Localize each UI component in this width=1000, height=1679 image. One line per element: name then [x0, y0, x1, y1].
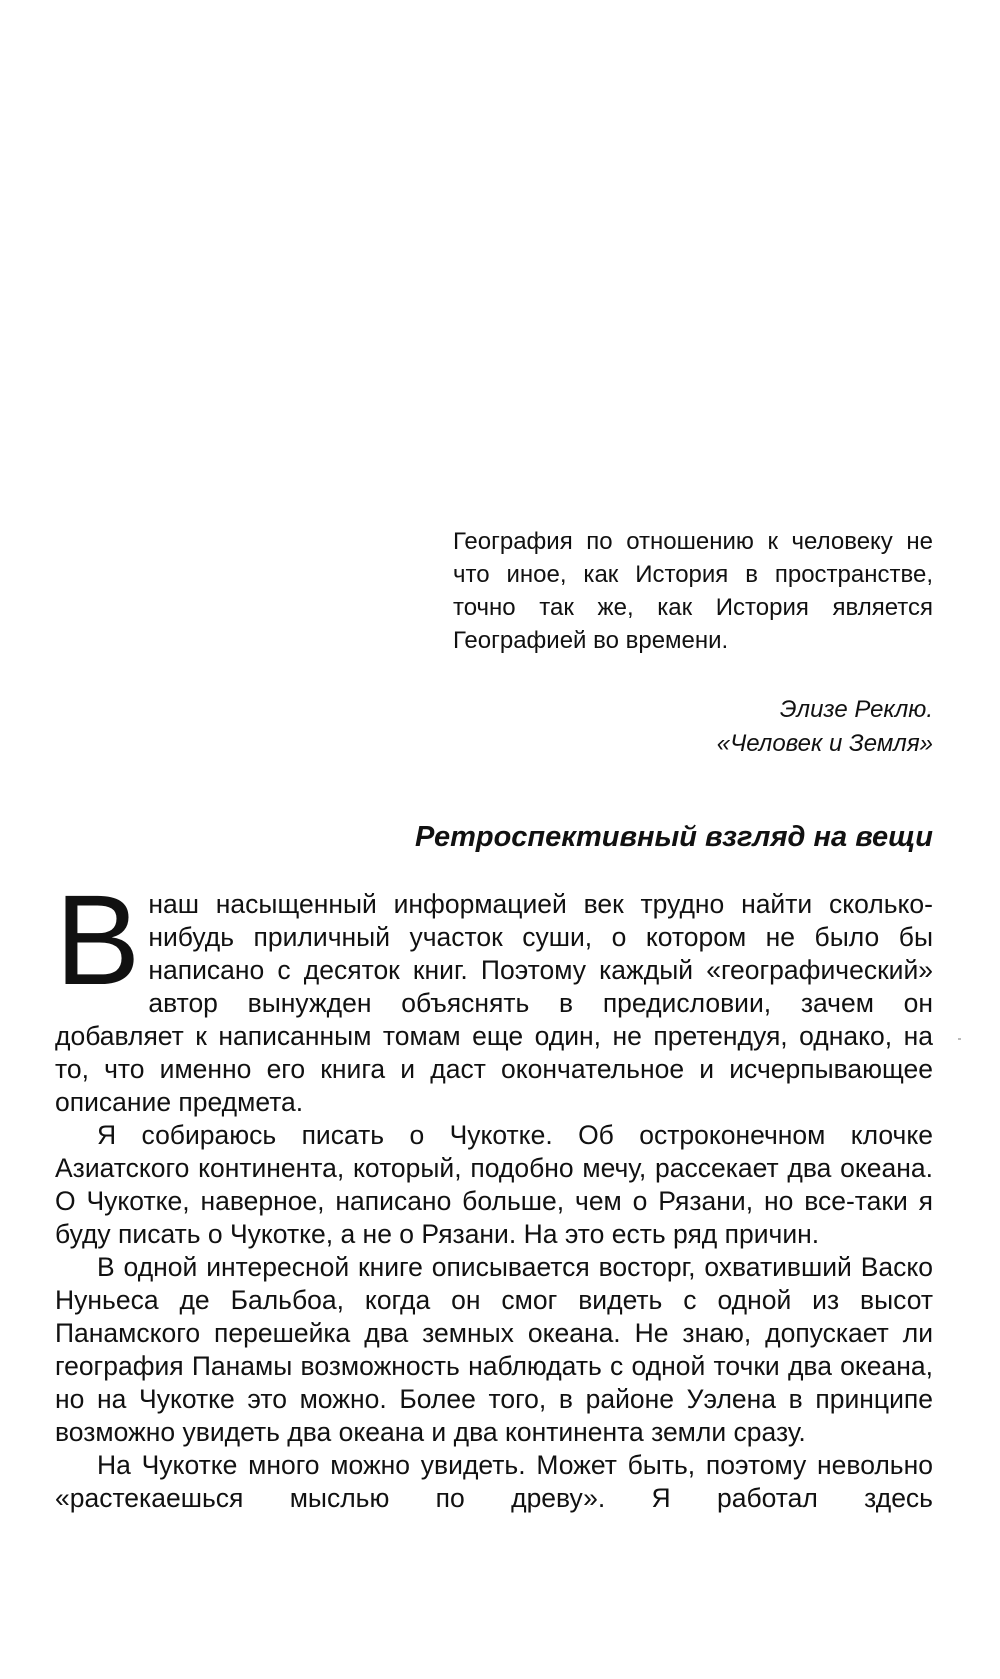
paragraph-1-text: наш насыщенный информацией век трудно найти сколько-нибудь приличный участок суши, о котором не было бы написано с десяток книг. Поэтому каждый «географический» автор вынужден объяснять в предисловии, зачем он добавляет к написанным томам еще один, не претендуя, однако, на то, что именно его книга и даст окончательное и исчерпывающее описание предмета. — [55, 889, 933, 1117]
epigraph-author: Элизе Реклю. — [779, 696, 933, 723]
paragraph-1 — [55, 869, 933, 1119]
epigraph-source: «Человек и Земля» — [716, 730, 933, 757]
body-text — [55, 869, 933, 1515]
epigraph-attribution — [717, 693, 933, 761]
drop-cap: В — [55, 869, 141, 1012]
epigraph-text: География по отношению к человеку не что иное, как История в пространстве, точно так же, как История является Географией во времени. — [453, 528, 933, 654]
epigraph — [453, 525, 933, 657]
paragraph-2: Я собираюсь писать о Чукотке. Об остроконечном клочке Азиатского континента, который, подобно мечу, рассекает два океана. О Чукотке, наверное, написано больше, чем о Рязани, но все-таки я буду писать о Чукотке, а не о Рязани. На это есть ряд причин. — [55, 1120, 933, 1249]
paragraph-4: На Чукотке много можно увидеть. Может быть, поэтому невольно «растекаешься мыслью по древу». Я работал здесь — [55, 1450, 933, 1513]
paragraph-3: В одной интересной книге описывается восторг, охвативший Васко Нуньеса де Бальбоа, когда он смог видеть с одной из высот Панамского перешейка два земных океана. Не знаю, допускает ли география Панамы возможность наблюдать с одной точки два океана, но на Чукотке это можно. Более того, в районе Уэлена в принципе возможно увидеть два океана и два континента земли сразу. — [55, 1252, 933, 1447]
scan-speck — [958, 1038, 961, 1040]
section-title: Ретроспективный взгляд на вещи — [414, 821, 933, 853]
